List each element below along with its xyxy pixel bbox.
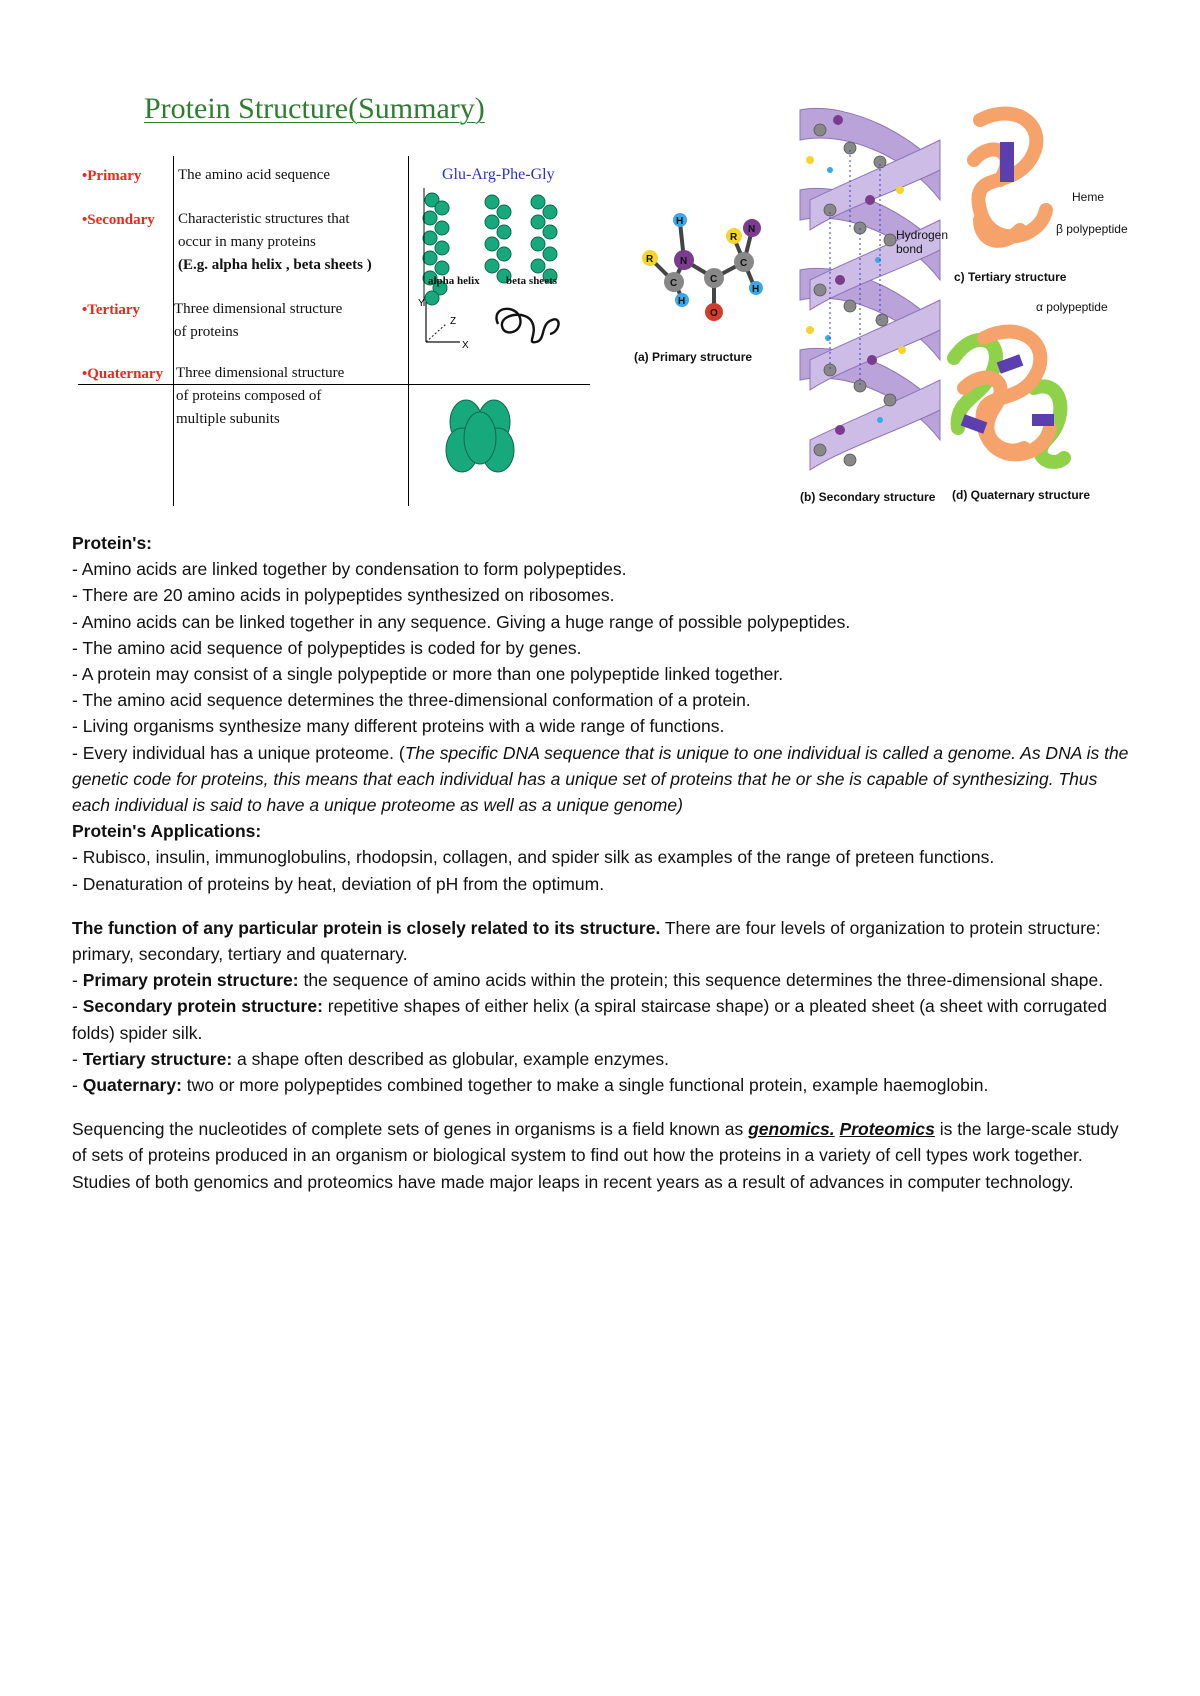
application-point: - Denaturation of proteins by heat, deviation of pH from the optimum. <box>72 873 605 894</box>
protein-point: - A protein may consist of a single polypeptide or more than one polypeptide linked together. <box>72 664 784 685</box>
secondary-desc-line: (E.g. alpha helix , beta sheets ) <box>178 257 372 273</box>
protein-point <box>72 740 1132 819</box>
secondary-term: Secondary protein structure: <box>82 996 323 1017</box>
application-point: - Rubisco, insulin, immunoglobulins, rhodopsin, collagen, and spider silk as examples of the range of preteen functions. <box>72 847 995 868</box>
genomics-paragraph <box>72 1116 1132 1195</box>
protein-point: - The amino acid sequence determines the three-dimensional conformation of a protein. <box>72 690 751 711</box>
secondary-structure-label: (b) Secondary structure <box>800 490 936 504</box>
atom-r-label: R <box>646 254 654 265</box>
tertiary-term: Tertiary structure: <box>82 1048 233 1069</box>
applications-heading: Protein's Applications: <box>72 821 262 842</box>
beta-sheets-label: beta sheets <box>506 275 558 287</box>
tertiary-axes-icon <box>416 296 596 356</box>
level-quaternary: •Quaternary <box>82 366 164 382</box>
level-secondary: •Secondary <box>82 212 155 228</box>
summary-slide <box>70 88 600 506</box>
hydrogen-bond-label <box>896 228 948 256</box>
tertiary-structure-label: c) Tertiary structure <box>954 270 1067 284</box>
tertiary-desc <box>174 298 342 344</box>
axis-y-label: Y <box>418 298 425 309</box>
dash: - <box>72 1075 83 1096</box>
heme-label: Heme <box>1072 190 1105 204</box>
level-primary: •Primary <box>82 168 142 184</box>
function-paragraph <box>72 915 1132 967</box>
quaternary-desc-line: of proteins composed of <box>176 388 322 404</box>
protein-point: - Amino acids are linked together by condensation to form polypeptides. <box>72 559 627 580</box>
protein-point: - There are 20 amino acids in polypeptides synthesized on ribosomes. <box>72 585 615 606</box>
atom-o-label: O <box>710 308 718 319</box>
secondary-desc <box>178 208 372 277</box>
primary-definition: the sequence of amino acids within the protein; this sequence determines the three-dimensional shape. <box>298 970 1104 991</box>
beta-polypeptide-label: β polypeptide <box>1056 222 1128 236</box>
structure-point <box>72 967 1132 993</box>
proteomics-text: is the large-scale study of sets of proteins produced in an organism or biological system to find out how the proteins in a variety of cell types work together. Studies of both genomics and proteomics have made major leaps in recent years as a result of advances in computer technology. <box>72 1119 1119 1192</box>
secondary-structure-helix <box>790 100 960 490</box>
hydrogen-bond-label-line: Hydrogen <box>896 228 949 242</box>
structure-point <box>72 1072 1132 1098</box>
atom-n-label: N <box>748 224 756 235</box>
quaternary-desc-line: Three dimensional structure <box>176 365 345 381</box>
genome-explanation: The specific DNA sequence that is unique to one individual is called a genome. As DNA is the genetic code for proteins, this means that each individual has a unique set of proteins that he or she is capable of synthesizing. Thus each individual is said to have a unique proteome as well as a unique genome) <box>72 742 1129 816</box>
primary-term: Primary protein structure: <box>82 970 299 991</box>
secondary-definition: repetitive shapes of either helix (a spiral staircase shape) or a pleated sheet (a sheet with corrugated folds) spider silk. <box>72 996 1107 1043</box>
quaternary-term: Quaternary: <box>82 1075 182 1096</box>
axis-z-label: Z <box>450 316 457 327</box>
dash: - <box>72 1048 83 1069</box>
quaternary-desc-line: multiple subunits <box>176 411 280 427</box>
proteome-text: - Every individual has a unique proteome. ( <box>72 742 405 763</box>
dash: - <box>72 996 83 1017</box>
proteomics-term: Proteomics <box>839 1119 935 1140</box>
alpha-helix-label: alpha helix <box>428 275 480 287</box>
structure-point <box>72 1046 1132 1072</box>
atom-c-label: C <box>740 258 748 269</box>
primary-desc: The amino acid sequence <box>178 167 331 183</box>
structure-point <box>72 993 1132 1045</box>
atom-c-label: C <box>670 278 678 289</box>
level-tertiary: •Tertiary <box>82 302 141 318</box>
table-divider-2 <box>408 156 409 506</box>
tertiary-desc-line: of proteins <box>174 324 239 340</box>
spacer <box>72 1098 1132 1116</box>
protein-point: - The amino acid sequence of polypeptides is coded for by genes. <box>72 637 582 658</box>
axis-x-label: X <box>462 340 469 351</box>
quaternary-structure-label: (d) Quaternary structure <box>952 488 1091 502</box>
tertiary-structure-ribbon <box>960 100 1060 260</box>
quaternary-definition: two or more polypeptides combined together to make a single functional protein, example haemoglobin. <box>181 1075 989 1096</box>
hydrogen-bond-label-line: bond <box>896 242 923 256</box>
proteins-heading: Protein's: <box>72 533 153 553</box>
body-text <box>72 530 1132 1195</box>
genomics-term: genomics. <box>748 1119 835 1140</box>
primary-sequence: Glu-Arg-Phe-Gly <box>442 166 555 183</box>
dash: - <box>72 970 83 991</box>
atom-r-label: R <box>730 232 738 243</box>
primary-structure-molecule <box>620 190 770 340</box>
tertiary-definition: a shape often described as globular, example enzymes. <box>232 1048 669 1069</box>
primary-structure-label: (a) Primary structure <box>634 350 753 364</box>
secondary-desc-line: Characteristic structures that <box>178 211 350 227</box>
atom-h-label: H <box>752 284 760 295</box>
atom-n-label: N <box>680 256 688 267</box>
secondary-desc-line: occur in many proteins <box>178 234 316 250</box>
atom-h-label: H <box>678 296 686 307</box>
quaternary-desc <box>176 362 344 431</box>
protein-point: - Amino acids can be linked together in any sequence. Giving a huge range of possible polypeptides. <box>72 611 851 632</box>
genomics-text: Sequencing the nucleotides of complete sets of genes in organisms is a field known as <box>72 1119 749 1140</box>
spacer <box>72 897 1132 915</box>
protein-point: - Living organisms synthesize many different proteins with a wide range of functions. <box>72 716 725 737</box>
slide-title: Protein Structure(Summary) <box>144 92 485 125</box>
atom-h-label: H <box>676 216 684 227</box>
atom-c-label: C <box>710 274 718 285</box>
function-bold: The function of any particular protein is closely related to its structure. <box>72 917 661 938</box>
tertiary-desc-line: Three dimensional structure <box>174 301 343 317</box>
alpha-polypeptide-label: α polypeptide <box>1036 300 1108 314</box>
quaternary-structure-ribbon <box>944 318 1074 478</box>
quaternary-blob-icon <box>438 388 528 488</box>
function-text: There are four levels of organization to protein structure: primary, secondary, tertiary and quaternary. <box>72 917 1101 965</box>
